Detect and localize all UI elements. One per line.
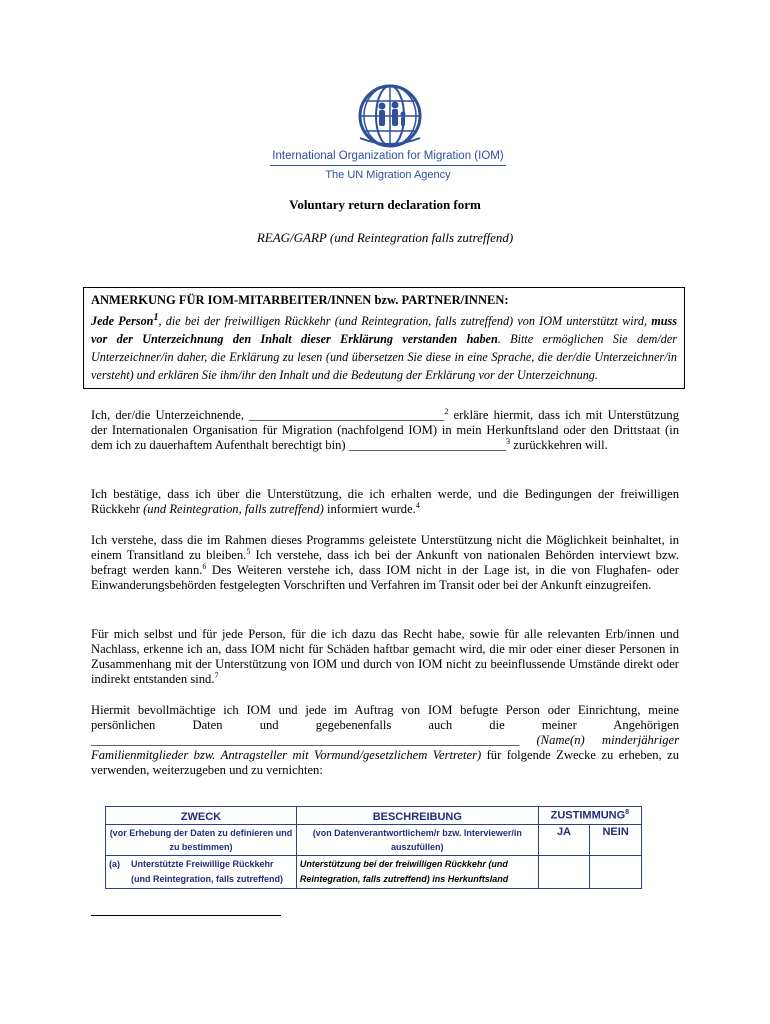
footnote-ref: 7 [214,670,219,680]
consent-table [105,806,642,889]
header-purpose: ZWECK [106,807,297,825]
row-label: (a) [109,859,120,869]
footnote-separator [91,915,281,916]
consent-yes-cell[interactable] [538,856,590,889]
consent-no-cell[interactable] [590,856,642,889]
logo-divider [270,165,506,166]
paragraph-data-consent: Hiermit bevollmächtige ich IOM und jede im Auftrag von IOM befugte Person oder Einrichtung, meine persönlichen Daten und gegebenenfalls auch die meiner Angehörigen ____________________________________________________________________ (Name(n) minderjähriger Familienmitglieder bzw. Antragsteller mit Vormund/gesetzlichem Vertreter) für folgende Zwecke zu erheben, zu verwenden, weiterzugeben und zu vernichten: [91,703,679,777]
purpose-cell [106,856,297,889]
header-purpose-sub: (vor Erhebung der Daten zu definieren und zu bestimmen) [106,825,297,856]
note-text: . Bitte ermöglichen Sie dem/der Unterzeichner/in daher, die Erklärung zu lesen (und übersetzen Sie diese in eine Sprache, die der/die Unterzeichner/in versteht) und erklären Sie ihm/ihr den Inhalt und die Bedeutung der Erklärung vor der Unterzeichnung. [91,332,677,383]
note-lead: Jede Person [91,314,154,329]
footnote-ref: 1 [153,312,159,323]
note-bold: muss vor der Unterzeichnung den Inhalt dieser Erklärung verstanden haben [91,314,677,347]
footnote-ref: 3 [506,436,511,446]
footnote-ref: 4 [415,500,420,510]
org-tagline: The UN Migration Agency [325,169,451,181]
header-consent: ZUSTIMMUNG$^8$ [538,807,641,825]
form-subtitle: REAG/GARP (und Reintegration falls zutreffend) [256,230,514,245]
paragraph-information: Ich bestätige, dass ich über die Unterstützung, die ich erhalten werde, und die Bedingungen der freiwilligen Rückkehr (und Reintegration, falls zutreffend) informiert wurde.$^4$ [91,487,679,516]
description-cell: Unterstützung bei der freiwilligen Rückkehr (und Reintegration, falls zutreffend) ins Herkunftsland [296,856,538,889]
note-body [91,309,677,384]
header-description-sub: (von Datenverantwortlichem/r bzw. Interviewer/in auszufüllen) [296,825,538,856]
org-name: International Organization for Migration (IOM) [272,150,504,162]
paragraph-declaration: Ich, der/die Unterzeichnende, _______________________________$^2$ erkläre hiermit, dass ich mit Unterstützung der Internationalen Organisation für Migration (nachfolgend IOM) in mein Herkunftsland oder den Drittstaat (in dem ich zu dauerhaftem Aufenthalt berechtigt bin) _________________________$^3$ zurückkehren will. [91,406,679,452]
note-text: , die bei der freiwilligen Rückkehr (und Reintegration, falls zutreffend) von IOM unterstützt wird, [158,314,652,329]
footnote-ref: 2 [444,406,449,416]
purpose-text: Unterstützte Freiwillige Rückkehr (und Reintegration, falls zutreffend) [131,859,283,884]
footnote-ref: 6 [202,561,207,571]
footnote-ref: 5 [246,546,251,556]
note-heading: ANMERKUNG FÜR IOM-MITARBEITER/INNEN bzw. PARTNER/INNEN: [91,293,509,307]
paragraph-liability: Für mich selbst und für jede Person, für die ich dazu das Recht habe, sowie für alle relevanten Erb/innen und Nachlass, erkenne ich an, dass IOM nicht für Schäden haftbar gemacht wird, die mir oder einer dieser Personen in Zusammenhang mit der Unterstützung von IOM und durch von IOM nicht zu beeinflussende Umstände direkt oder indirekt entstanden sind.$^7$ [91,627,679,686]
header-description: BESCHREIBUNG [296,807,538,825]
header-no: NEIN [590,825,642,856]
iom-emblem-icon [270,82,510,152]
table-row [106,856,642,889]
paragraph-transit: Ich verstehe, dass die im Rahmen dieses Programms geleistete Unterstützung nicht die Möglichkeit beinhaltet, in einem Transitland zu bleiben.$^5$ Ich verstehe, dass ich bei der Ankunft von nationalen Behörden interviewt bzw. befragt werden kann.$^6$ Des Weiteren verstehe ich, dass IOM nicht in der Lage ist, in die von Flughafen- oder Einwanderungsbehörden festgelegten Vorschriften und Verfahren im Transit oder bei der Ankunft einzugreifen. [91,533,679,592]
staff-note-box [83,287,685,389]
header-yes: JA [538,825,590,856]
form-title: Voluntary return declaration form [289,197,481,212]
